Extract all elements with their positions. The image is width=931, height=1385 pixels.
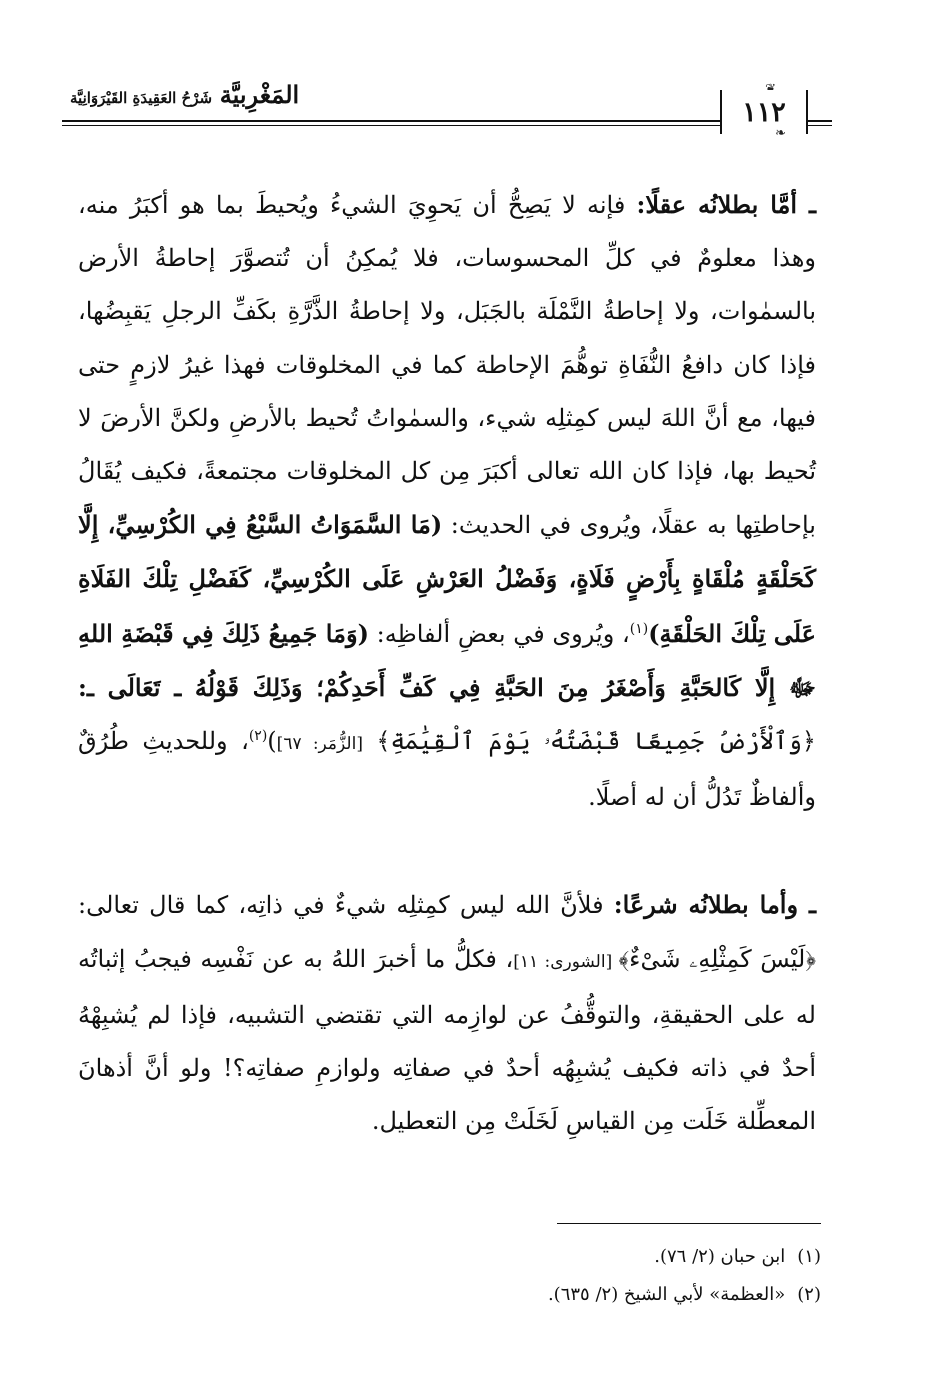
floral-ornament-icon: ❧ bbox=[775, 126, 786, 141]
book-title-subtitle: شَرْحُ العَقِيدَةِ القَيْرَوَانِيَّة bbox=[70, 89, 213, 107]
footnote-separator bbox=[557, 1223, 821, 1224]
paragraph-text: ، فكلُّ ما أخبرَ اللهُ به عن نَفْسِه فيجبُ إثباتُه له على الحقيقةِ، والتوقُّفُ عن لوازِمه التي تقتضي التشبيه، فإذا لم يُشبِهْهُ أحدٌ في ذاته فكيف يُشبِهُه أحدٌ في صفاتِه ولوازمِ صفاتِه؟! ولو أنَّ أذهانَ المعطِّلة خَلَت مِن القياسِ لَخَلَتْ مِن التعطيل. bbox=[78, 944, 816, 1136]
header-rule bbox=[62, 120, 832, 122]
footnote-marker: (١) bbox=[629, 620, 649, 637]
page-header bbox=[62, 78, 832, 148]
footnote-text: «العظمة» لأبي الشيخ (٢/ ٦٣٥). bbox=[547, 1284, 786, 1305]
footnote-number: (٢) bbox=[797, 1284, 821, 1305]
paragraph-spacer bbox=[78, 824, 816, 878]
verse-reference: [الشورى: ١١] bbox=[513, 951, 619, 972]
footnote-text: ابن حبان (٢/ ٧٦). bbox=[654, 1246, 786, 1267]
page-body bbox=[78, 178, 816, 1148]
hadith-quote: (وَمَا جَمِيعُ ذَلِكَ فِي قَبْضَةِ اللهِ ﷻ إِلَّا كَالحَبَّةِ وَأَصْغَرُ مِنَ الحَبَّةِ فِي كَفِّ أَحَدِكُمْ؛ وَذَلِكَ قَوْلُهُ ـ تَعَالَى ـ: bbox=[78, 618, 816, 702]
quran-verse: ﴿لَيْسَ كَمِثْلِهِۦ شَىْءٌ﴾ bbox=[618, 944, 816, 973]
footnote-item bbox=[181, 1238, 821, 1276]
verse-reference: [الزُّمَر: ٦٧] bbox=[276, 734, 363, 755]
footnote-marker: (٢) bbox=[248, 728, 268, 745]
hadith-quote: (مَا السَّمَوَاتُ السَّبْعُ فِي الكُرْسِيِّ، إِلَّا كَحَلْقَةٍ مُلْقَاةٍ بِأَرْضٍ فَلَاةٍ، وَفَضْلُ العَرْشِ عَلَى الكُرْسِيِّ، كَفَضْلِ تِلْكَ الفَلَاةِ عَلَى تِلْكَ الحَلْقَةِ) bbox=[78, 510, 816, 648]
paragraph-text: ، وللحديثِ طُرُقٌ وألفاظٌ تَدُلُّ أن له أصلًا. bbox=[78, 727, 816, 812]
footnotes bbox=[181, 1238, 821, 1314]
paragraph-lead: ـ أمَّا بطلانُه عقلًا: bbox=[636, 190, 816, 219]
page-number-box bbox=[720, 90, 808, 134]
paragraph-text: ، ويُروى في بعضِ ألفاظِه: bbox=[368, 619, 630, 648]
paragraph-legal-argument bbox=[78, 878, 816, 1148]
closing-bracket: ) bbox=[267, 727, 277, 756]
header-rule-thin bbox=[62, 125, 832, 126]
paragraph-rational-argument bbox=[78, 178, 816, 824]
footnote-item bbox=[181, 1276, 821, 1314]
paragraph-text: فلأنَّ الله ليس كمِثلِه شيءٌ في ذاتِه، كما قال تعالى: bbox=[78, 891, 614, 920]
footnote-number: (١) bbox=[797, 1246, 821, 1267]
paragraph-text: فإنه لا يَصِحُّ أن يَحوِيَ الشيءُ ويُحيطَ بما هو أكبَرُ منه، وهذا معلومٌ في كلِّ المحسوسات، فلا يُمكِنُ أن تُتصوَّرَ إحاطةُ الأرض بالسمٰوات، ولا إحاطةُ النَّمْلَة بالجَبَل، ولا إحاطةُ الذَّرَّةِ بكَفِّ الرجلِ يَقبِضُها، فإذا كان دافعُ النُّفَاةِ توهُّمَ الإحاطة كما في المخلوقات فهذا غيرُ لازمٍ حتى فيها، مع أنَّ اللهَ ليس كمِثلِه شيء، والسمٰواتُ تُحيط بالأرضِ ولكنَّ الأرضَ لا تُحيط بها، فإذا كان الله تعالى أكبَرَ مِن كل المخلوقات مجتمعةً، فكيف يُقَالُ بإحاطتِها به عقلًا، ويُروى في الحديث: bbox=[78, 191, 816, 540]
book-title bbox=[70, 80, 299, 109]
paragraph-lead: ـ وأما بطلانُه شرعًا: bbox=[613, 890, 816, 920]
quran-verse: ﴿وَٱلْأَرْضُ جَمِيعًا قَبْضَتُهُۥ يَوْمَ ٱلْقِيَٰمَةِ﴾ bbox=[362, 727, 816, 756]
page-number: ١١٢ bbox=[742, 96, 786, 128]
book-title-main: المَغْرِبيَّة bbox=[219, 80, 300, 109]
